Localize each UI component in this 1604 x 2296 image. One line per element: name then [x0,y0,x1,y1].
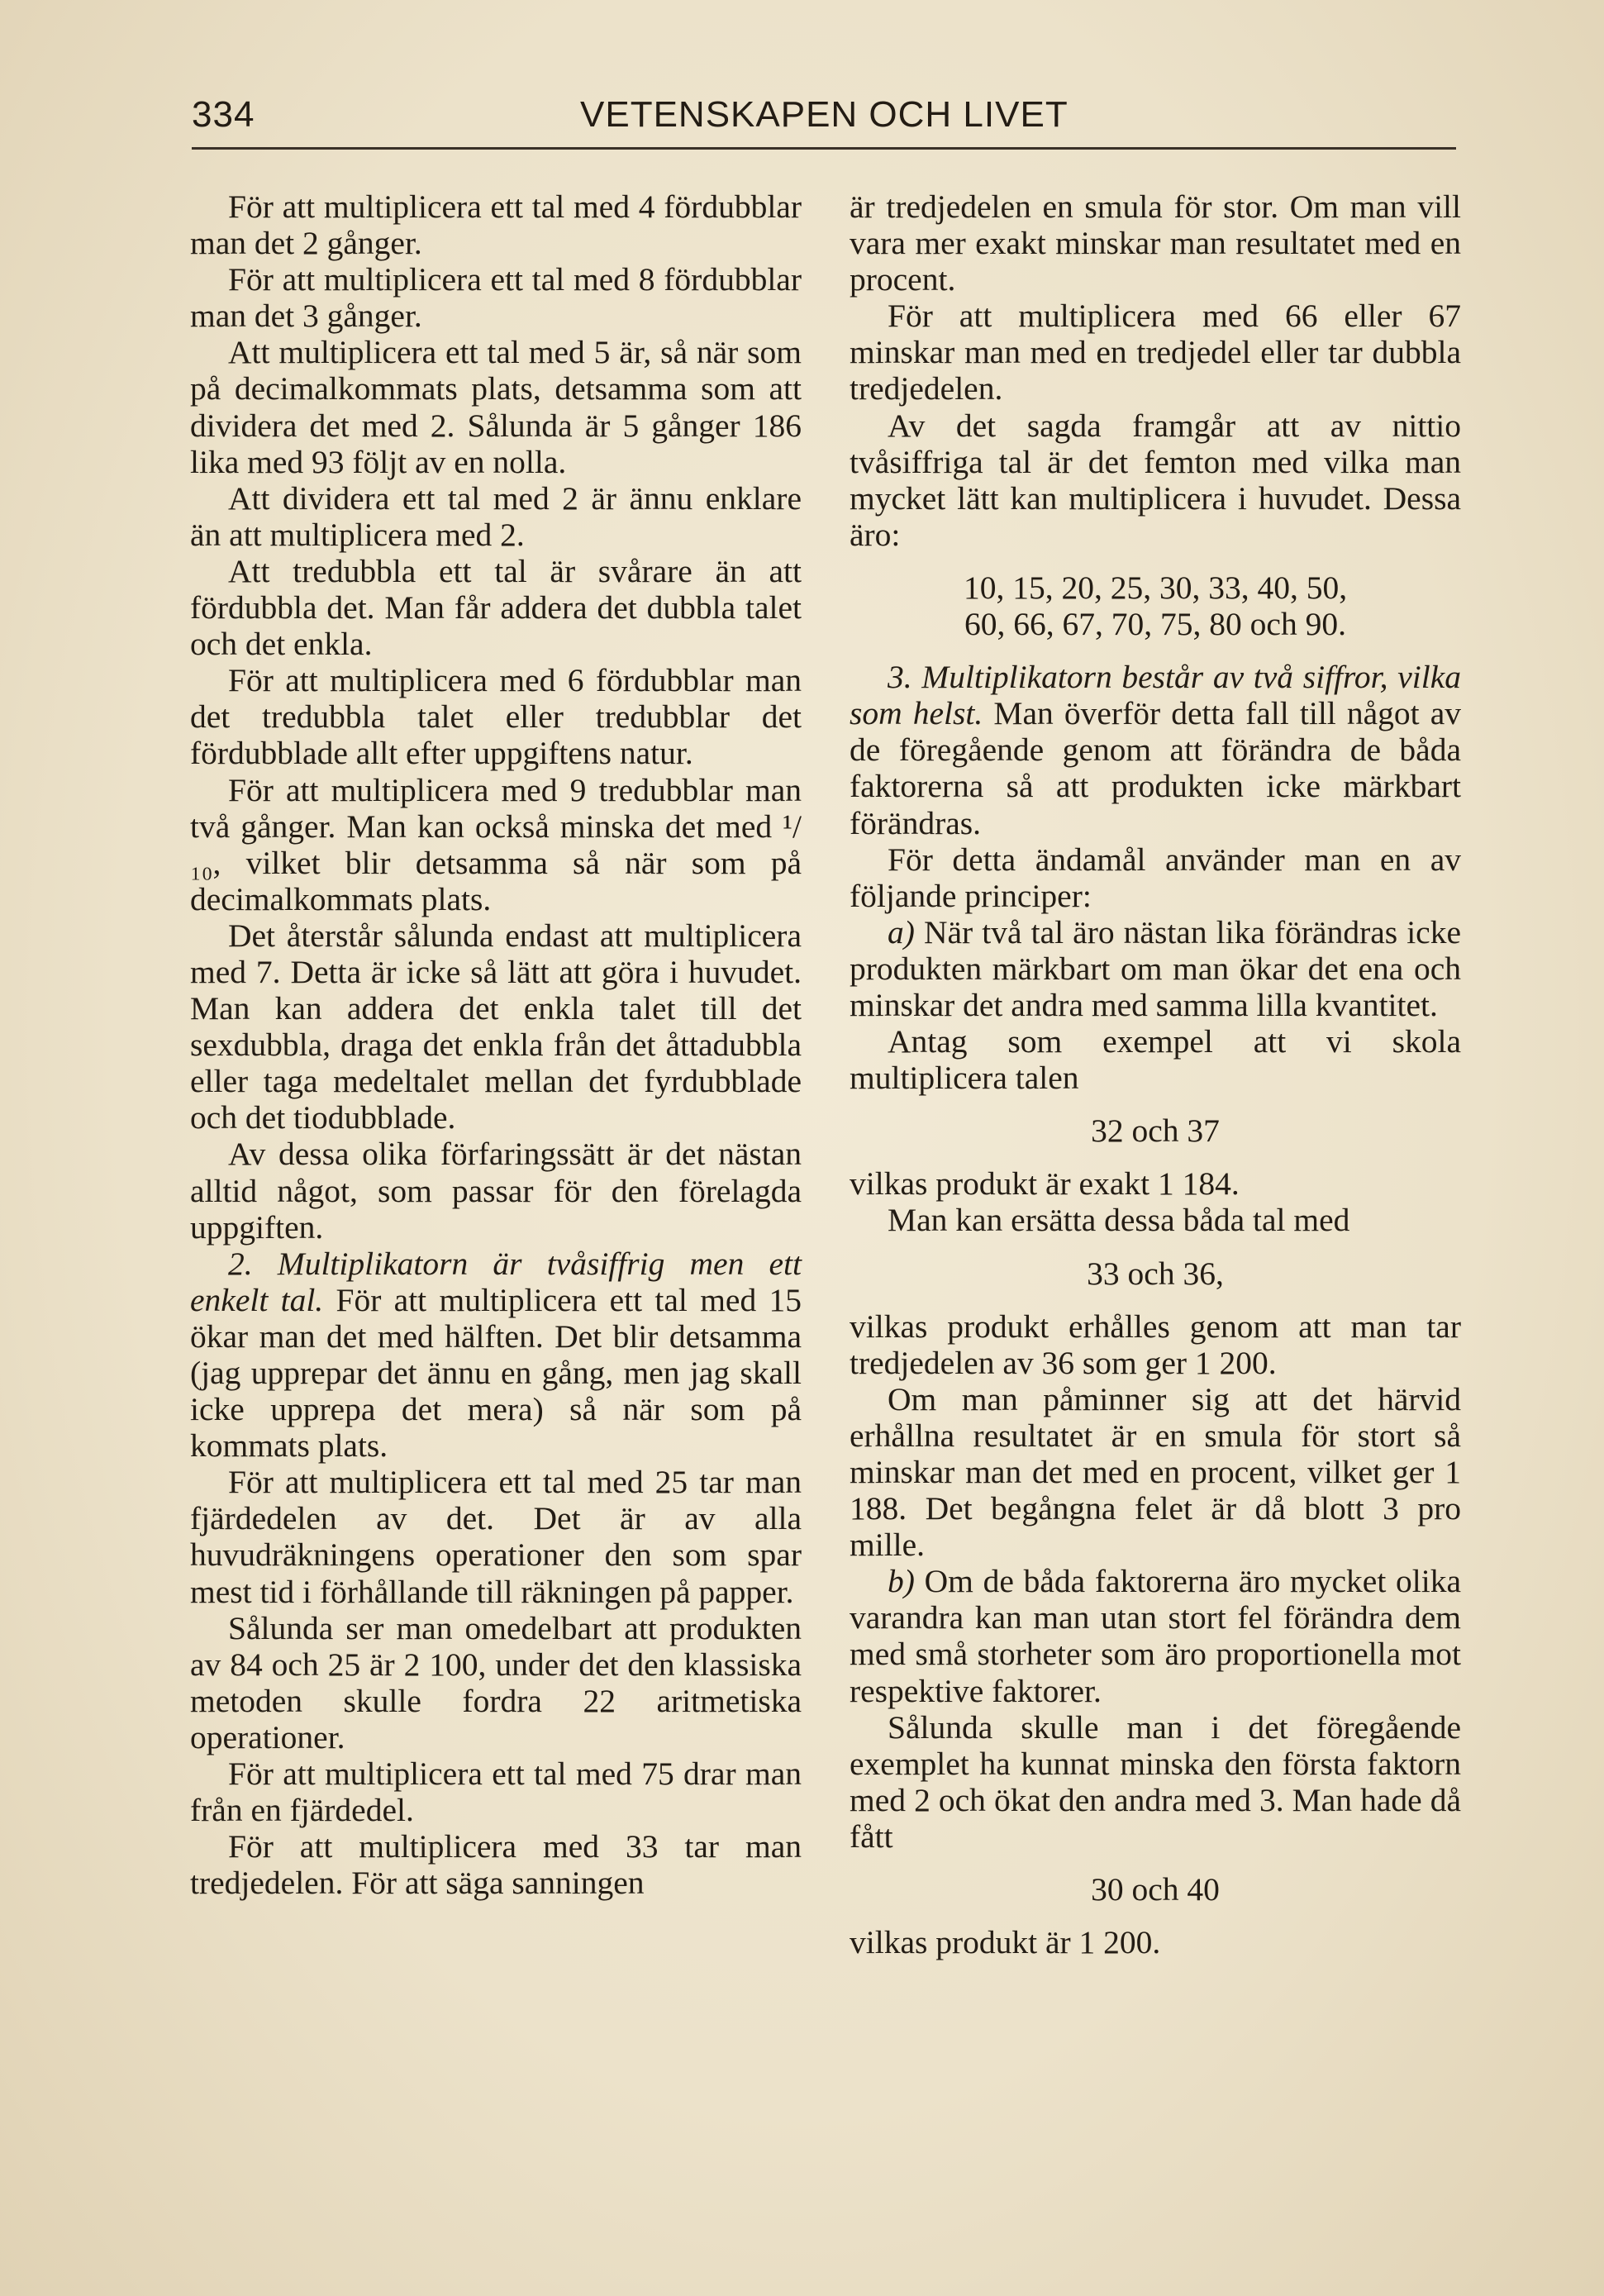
paragraph: vilkas produkt är 1 200. [850,1924,1161,1961]
right-column [850,188,1461,1960]
section-heading: 3. Multiplikatorn består av två siffror, vilka som helst. [850,659,1461,732]
principle-text: Om de båda faktorerna äro mycket olika varandra kan man utan stort fel förändra dem med små storheter som äro proportionella mot respektive faktorer. [850,1563,1461,1709]
principle-label: b) [888,1563,915,1600]
section-text: Man överför detta fall till något av de föregående genom att förändra de båda faktorerna så att produkten icke märkbart förändras. [850,695,1462,841]
section-text: För att multiplicera ett tal med 15 ökar man det med hälften. Det blir detsamma (jag upprepar det ännu en gång, men jag skall icke upprepa det mera) så när som på kommats plats. [190,1281,802,1465]
principle-label: a) [888,913,915,950]
number-list-line: 10, 15, 20, 25, 30, 33, 40, 50, [963,569,1348,606]
example-equation: 30 och 40 [1091,1871,1220,1908]
paragraph: Det återstår sålunda endast att multiplicera med 7. Detta är icke så lätt att göra i huvudet. Man kan addera det enkla talet till det sexdubbla, draga det enkla från det åttadubbla eller taga medeltalet mellan det fyrdubblade och det tiodubblade. [190,917,802,1136]
paragraph: För att multiplicera ett tal med 4 fördubblar man det 2 gånger. [190,188,802,262]
example-equation: 33 och 36, [1087,1255,1224,1292]
number-list-line: 60, 66, 67, 70, 75, 80 och 90. [964,606,1346,643]
paragraph: Att dividera ett tal med 2 är ännu enklare än att multiplicera med 2. [190,479,802,553]
paragraph: Man kan ersätta dessa båda tal med [888,1202,1350,1239]
paragraph: Om man påminner sig att det härvid erhållna resultatet är en smula för stort så minskar man det med en procent, vilket ger 1 188. Det begångna felet är då blott 3 pro mille. [850,1380,1461,1564]
principle-paragraph [850,1563,1461,1708]
section-heading: 2. Multiplikatorn är tvåsiffrig men ett enkelt tal. [190,1245,802,1318]
paragraph: För att multiplicera med 6 fördubblar man det tredubbla talet eller tredubblar det fördubblade allt efter uppgiftens natur. [190,662,802,772]
example-equation: 32 och 37 [1091,1112,1220,1150]
paragraph: Att tredubbla ett tal är svårare än att fördubbla det. Man får addera det dubbla talet och det enkla. [190,552,802,663]
paragraph: är tredjedelen en smula för stor. Om man vill vara mer exakt minskar man resultatet med en procent. [850,188,1461,298]
paragraph: För att multiplicera med 66 eller 67 minskar man med en tredjedel eller tar dubbla tredjedelen. [850,298,1461,407]
paragraph: För att multiplicera med 9 tredubblar man två gånger. Man kan också minska det med ¹/₁₀, vilket blir detsamma så när som på decimalkommats plats. [190,771,802,917]
page-header [192,93,1456,150]
paragraph: För att multiplicera med 33 tar man tredjedelen. För att säga sanningen [190,1828,802,1902]
paragraph: vilkas produkt erhålles genom att man tar tredjedelen av 36 som ger 1 200. [850,1308,1461,1381]
paragraph: Att multiplicera ett tal med 5 är, så när som på decimalkommats plats, detsamma som att dividera det med 2. Sålunda är 5 gånger 186 lika med 93 följt av en nolla. [190,334,802,480]
principle-text: När två tal äro nästan lika förändras icke produkten märkbart om man ökar det ena och minskar det andra med samma lilla kvantitet. [850,913,1461,1023]
paragraph: För att multiplicera ett tal med 25 tar man fjärdedelen av det. Det är av alla huvudräkningens operationer den som spar mest tid i förhållande till räkningen på papper. [190,1464,802,1610]
paragraph: Sålunda skulle man i det föregående exemplet ha kunnat minska den första faktorn med 2 och ökat den andra med 3. Man hade då fått [850,1708,1461,1855]
paragraph: Av dessa olika förfaringssätt är det nästan alltid något, som passar för den förelagda uppgiften. [190,1136,802,1246]
running-title: VETENSKAPEN OCH LIVET [580,94,1069,135]
paragraph: Antag som exempel att vi skola multiplicera talen [850,1023,1461,1097]
page-number: 334 [192,94,255,135]
paragraph: vilkas produkt är exakt 1 184. [850,1165,1240,1203]
section-paragraph [850,659,1461,841]
paragraph: För att multiplicera ett tal med 8 fördubblar man det 3 gånger. [190,261,802,335]
paragraph: Av det sagda framgår att av nittio tvåsiffriga tal är det femton med vilka man mycket lätt kan multiplicera i huvudet. Dessa äro: [850,407,1461,553]
left-column [190,188,802,1901]
section-paragraph [190,1246,802,1465]
principle-paragraph [850,914,1461,1023]
paragraph: För att multiplicera ett tal med 75 drar man från en fjärdedel. [190,1755,802,1829]
paragraph: För detta ändamål använder man en av följande principer: [850,841,1461,914]
paragraph: Sålunda ser man omedelbart att produkten av 84 och 25 är 2 100, under det den klassiska metoden skulle fordra 22 aritmetiska operationer. [190,1609,802,1755]
